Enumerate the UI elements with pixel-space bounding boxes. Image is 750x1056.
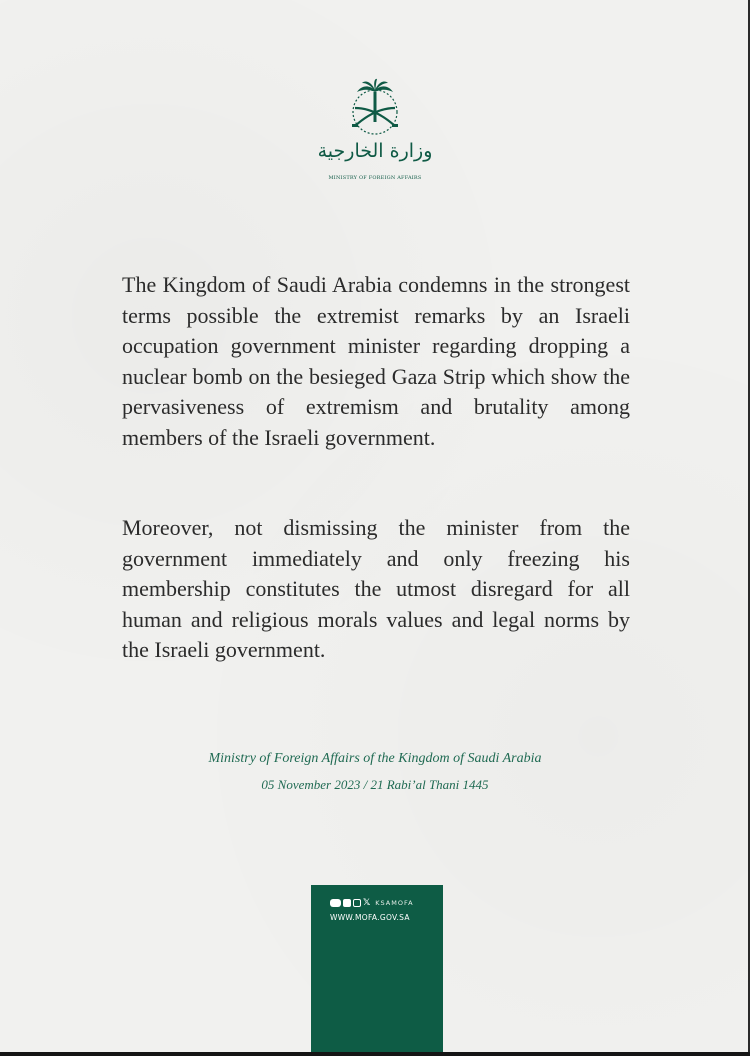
- x-icon[interactable]: 𝕏: [363, 898, 371, 908]
- youtube-icon[interactable]: [330, 899, 341, 907]
- statement-paragraph-2: Moreover, not dismissing the minister from the government immediately and only freezing his membership constitutes the utmost disregard for all human and religious morals values and legal norms by the Israeli government.: [122, 515, 630, 662]
- ministry-english-name: MINISTRY OF FOREIGN AFFAIRS: [328, 175, 422, 181]
- social-handle: KSAMOFA: [375, 899, 414, 907]
- instagram-icon[interactable]: [353, 899, 361, 907]
- signature-issuer: Ministry of Foreign Affairs of the Kingdom of Saudi Arabia: [208, 751, 542, 766]
- signature-date: 05 November 2023 / 21 Rabi’al Thani 1445: [261, 777, 489, 792]
- bottom-edge-border: [0, 1052, 750, 1056]
- saudi-emblem-icon: [335, 78, 415, 138]
- ministry-arabic-name: وزارة الخارجية: [317, 140, 433, 162]
- website-link[interactable]: WWW.MOFA.GOV.SA: [330, 913, 410, 922]
- statement-paragraph-1: The Kingdom of Saudi Arabia condemns in the strongest terms possible the extremist remarks by an Israeli occupation government minister regarding dropping a nuclear bomb on the besieged Gaza Strip which show the pervasiveness of extremism and brutality among members of the Israeli government.: [122, 272, 630, 450]
- contact-footer-box: [311, 885, 443, 1052]
- social-links: [330, 899, 414, 907]
- facebook-icon[interactable]: [343, 899, 351, 907]
